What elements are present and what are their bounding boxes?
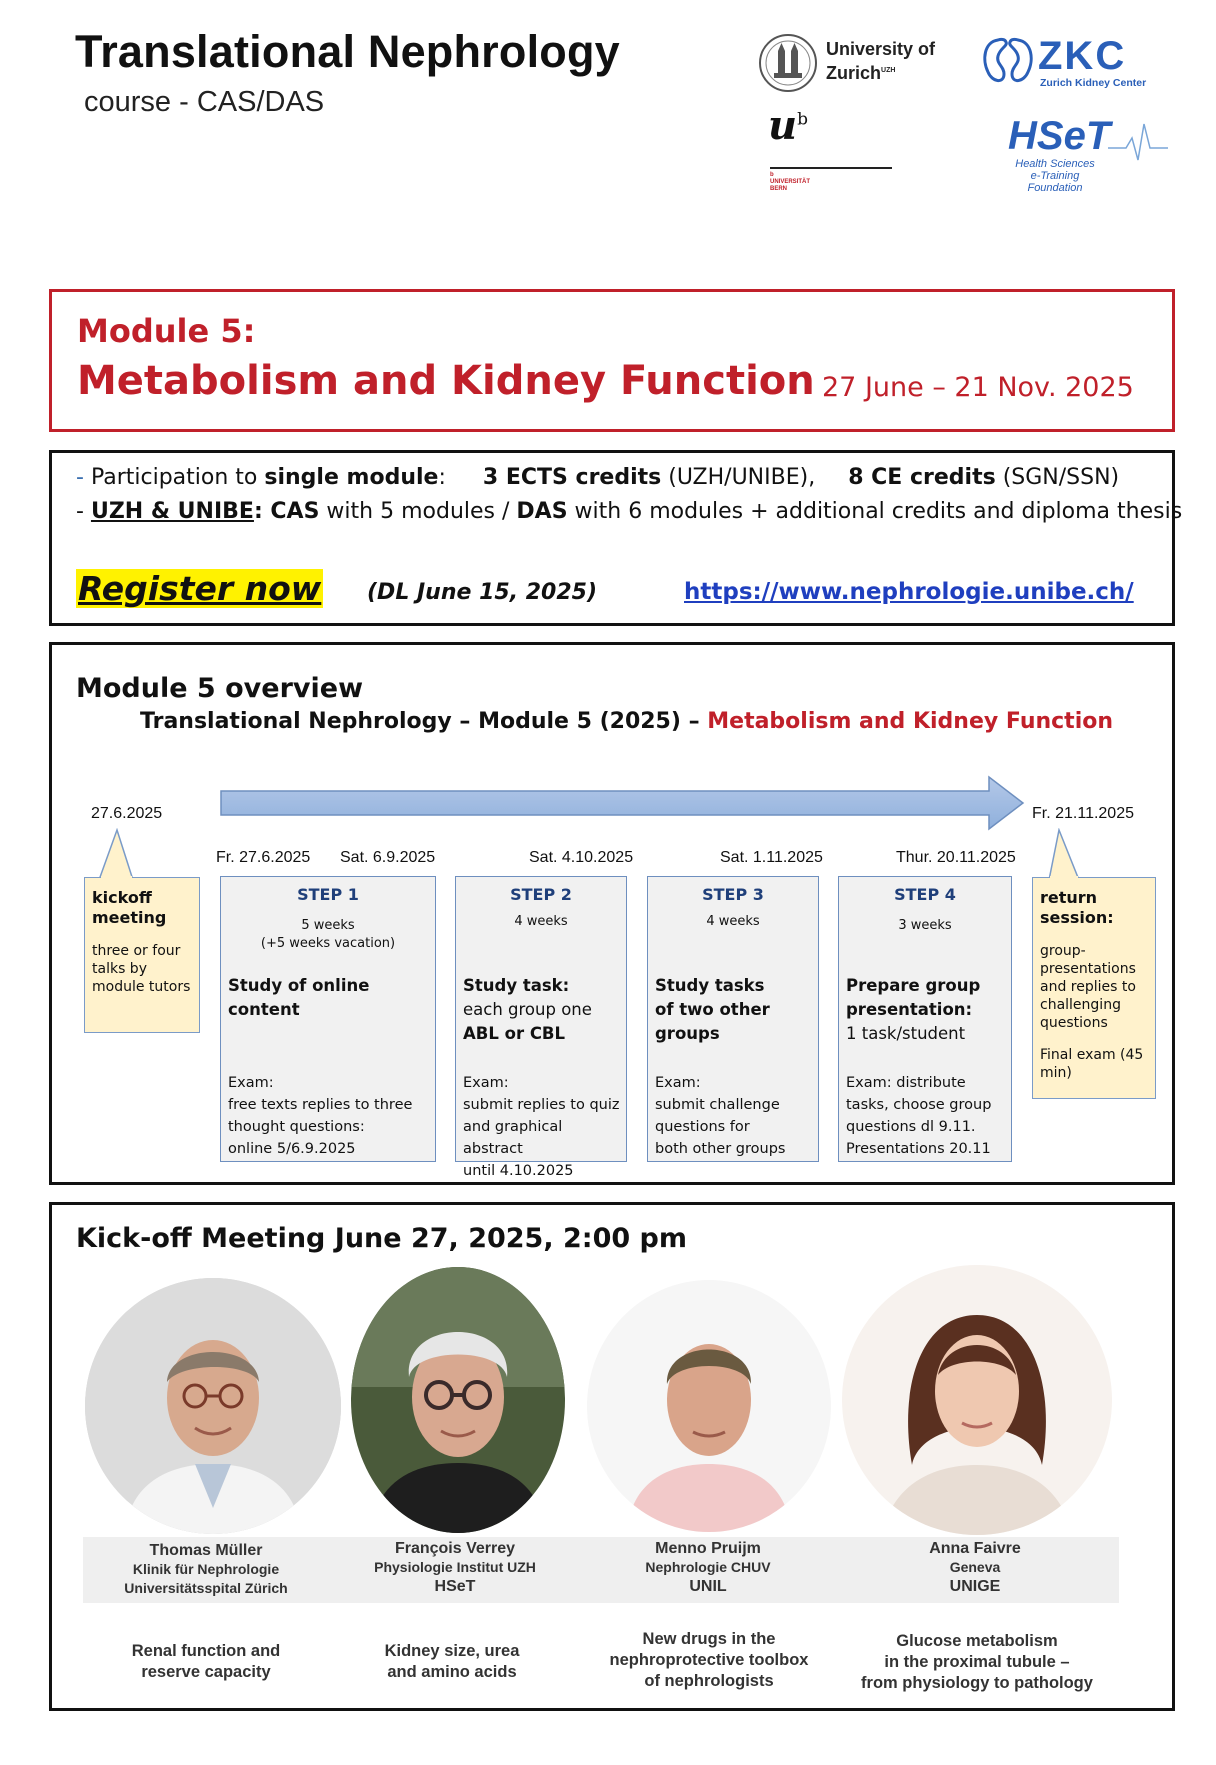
speaker-pruijm: Menno Pruijm Nephrologie CHUV UNIL [645, 1540, 771, 1595]
kickoff-meeting-box [49, 1202, 1175, 1711]
uzh-logo [758, 33, 958, 95]
step-weeks: 3 weeks [898, 918, 952, 933]
zkc-logo-name: ZKC [1038, 34, 1127, 78]
step-weeks: 4 weeks [514, 914, 568, 929]
person-avatar-icon [351, 1267, 565, 1533]
step-exam: Exam: submit replies to quiz and graphical abstract until 4.10.2025 [463, 1075, 620, 1179]
talk-title-faivre: Glucose metabolism in the proximal tubule – from physiology to pathology [861, 1632, 1093, 1692]
date-step2: Sat. 6.9.2025 [340, 849, 436, 866]
step-weeks: 5 weeks (+5 weeks vacation) [260, 918, 396, 951]
timeline-arrow-icon [219, 775, 1025, 831]
step-task: Prepare group presentation: 1 task/student [846, 976, 981, 1043]
uzh-logo-sup: UZH [881, 67, 896, 74]
hset-logo-text: Health Sciences e-Training Foundation [1015, 158, 1095, 194]
uzh-logo-line1: University of [826, 39, 936, 59]
date-start: 27.6.2025 [91, 805, 163, 822]
module-dates: 27 June – 21 Nov. 2025 [822, 372, 1134, 403]
talk-title-verrey: Kidney size, urea and amino acids [384, 1642, 520, 1681]
step-label: STEP 2 [510, 885, 572, 904]
step-task: Study task: each group one ABL or CBL [463, 976, 592, 1043]
person-avatar-icon [85, 1278, 341, 1534]
person-avatar-icon [842, 1265, 1112, 1535]
zkc-logo-sub: Zurich Kidney Center [1040, 77, 1147, 89]
credits-info-box [49, 450, 1183, 626]
step-weeks: 4 weeks [706, 914, 760, 929]
uzh-logo-line2: Zurich [826, 63, 882, 83]
step-label: STEP 1 [297, 885, 359, 904]
register-now-button[interactable]: Register now [78, 569, 322, 608]
return-callout: return session: group-presentations and replies to challenging questions Final exam (45 min) [1032, 877, 1156, 1099]
cas-das-line: - UZH & UNIBE: CAS with 5 modules / DAS with 6 modules + additional credits and diploma thesis [76, 499, 1183, 524]
speaker-faivre: Anna Faivre Geneva UNIGE [929, 1540, 1021, 1595]
step-2-box [455, 876, 627, 1179]
credits-line: - Participation to single module: 3 ECTS credits (UZH/UNIBE), 8 CE credits (SGN/SSN) [76, 465, 1120, 490]
uzh-seal-icon [758, 33, 818, 93]
kickoff-meeting-title: Kick-off Meeting June 27, 2025, 2:00 pm [76, 1223, 688, 1254]
step-task: Study of online content [228, 976, 370, 1019]
step-label: STEP 4 [894, 885, 956, 904]
speaker-photo-faivre [842, 1265, 1112, 1535]
hset-logo [1008, 114, 1168, 200]
module-banner [49, 289, 1175, 432]
unibe-logo [768, 102, 898, 198]
date-end: Fr. 21.11.2025 [1032, 805, 1134, 822]
registration-deadline: (DL June 15, 2025) [367, 580, 598, 605]
registration-link[interactable]: https://www.nephrologie.unibe.ch/ [684, 579, 1134, 605]
overview-title: Module 5 overview [76, 673, 364, 704]
step-exam: Exam: free texts replies to three thought questions: online 5/6.9.2025 [228, 1075, 413, 1157]
speaker-verrey: François Verrey Physiologie Institut UZH HSeT [374, 1540, 536, 1595]
module-name: Metabolism and Kidney Function [77, 358, 815, 404]
kickoff-callout-join [101, 876, 132, 879]
kickoff-pointer-icon [97, 828, 147, 880]
speaker-photo-pruijm [587, 1280, 831, 1532]
speaker-photo-mueller [85, 1278, 341, 1534]
talk-title-mueller: Renal function and reserve capacity [131, 1642, 281, 1681]
module-overview-box [49, 642, 1175, 1185]
step-1-box [220, 876, 436, 1162]
step-3-box [647, 876, 819, 1162]
speaker-photo-verrey [351, 1267, 565, 1533]
zkc-logo [980, 36, 1170, 92]
unibe-logo-mark: $u^b$ [768, 102, 808, 149]
step-exam: Exam: distribute tasks, choose group questions dl 9.11. Presentations 20.11 [846, 1075, 992, 1157]
heartbeat-line-icon [1108, 120, 1168, 170]
document-subtitle: course - CAS/DAS [84, 86, 325, 118]
return-pointer-icon [1045, 828, 1095, 880]
kickoff-callout: kickoff meeting three or four talks by module tutors [84, 877, 200, 1033]
step-label: STEP 3 [702, 885, 764, 904]
return-callout-join [1050, 876, 1078, 879]
speaker-mueller: Thomas Müller Klinik für Nephrologie Universitätsspital Zürich [124, 1542, 288, 1596]
module-number: Module 5: [77, 312, 256, 350]
person-avatar-icon [587, 1280, 831, 1532]
unibe-logo-rule [770, 167, 892, 169]
date-step1: Fr. 27.6.2025 [216, 849, 311, 866]
step-exam: Exam: submit challenge questions for both other groups [655, 1075, 786, 1157]
hset-logo-name: HSeT [1008, 114, 1111, 158]
talk-title-pruijm: New drugs in the nephroprotective toolbox of nephrologists [609, 1630, 809, 1690]
date-step5: Thur. 20.11.2025 [896, 849, 1016, 866]
date-step3: Sat. 4.10.2025 [529, 849, 634, 866]
document-title: Translational Nephrology [75, 26, 620, 77]
zkc-kidney-icon [980, 36, 1036, 88]
overview-subtitle: Translational Nephrology – Module 5 (2025) – Metabolism and Kidney Function [140, 709, 1114, 734]
step-4-box [838, 876, 1012, 1162]
step-task: Study tasks of two other groups [655, 976, 770, 1043]
unibe-logo-text: b UNIVERSITÄT BERN [770, 172, 811, 192]
date-step4: Sat. 1.11.2025 [720, 849, 823, 866]
